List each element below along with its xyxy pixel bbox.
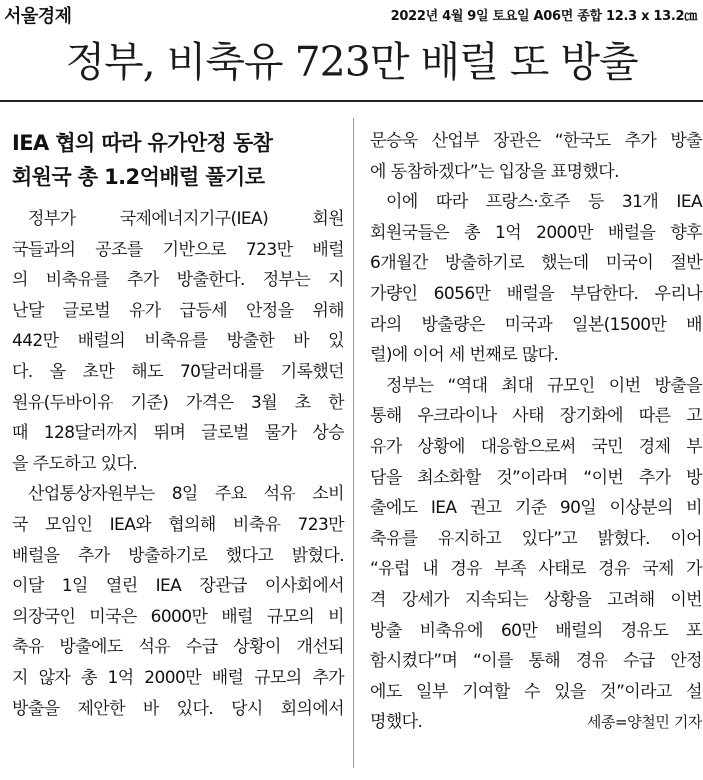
closing-row: [370, 707, 702, 738]
subheadline-line: 회원국 총 1.2억배럴 풀기로: [12, 165, 265, 189]
article-text-line: 방출 비축유에 60만 배럴의 경유도 포: [370, 620, 702, 641]
article-text-line: 원유(두바이유 기준) 가격은 3월 초 한: [12, 392, 344, 413]
byline: 세종=양철민 기자: [586, 713, 702, 732]
article-text-line: 정부가 국제에너지기구(IEA) 회원: [28, 209, 344, 229]
article-text-line: 에도 일부 기여할 수 있을 것”이라고 설: [370, 681, 702, 702]
article-text-line: 담을 최소화할 것”이라며 “이번 추가 방: [370, 467, 702, 488]
article-text-line: 지 않자 총 1억 2000만 배럴 규모의 추가: [12, 667, 344, 688]
article-text-line: 산업통상자원부는 8일 주요 석유 소비: [28, 484, 344, 505]
article-text-line: 가량인 6056만 배럴을 부담한다. 우리나: [370, 283, 702, 304]
article-text-line: 출에도 IEA 권고 기준 90일 이상분의 비: [370, 498, 702, 519]
article-text-line: 문승욱 산업부 장관은 “한국도 추가 방출: [370, 131, 702, 151]
article-text-line: 국 모임인 IEA와 협의해 비축유 723만: [12, 514, 344, 535]
article-text-line: 축유를 유지하고 있다”고 밝혔다. 이어: [370, 528, 702, 549]
article-text-line: 을 주도하고 있다.: [12, 453, 138, 474]
article-text-line: 난달 글로벌 유가 급등세 안정을 위해: [12, 300, 344, 321]
article-text-line: 때 128달러까지 뛰며 글로벌 물가 상승: [12, 423, 344, 444]
column-divider: [353, 118, 354, 768]
subheadline: [12, 126, 344, 194]
article-text-line: 방출을 제안한 바 있다. 당시 회의에서: [12, 698, 344, 719]
article-text-line: 국들과의 공조를 기반으로 723만 배럴: [12, 239, 344, 260]
article-text-line: 6개월간 방출하기로 했는데 미국이 절반: [370, 253, 702, 274]
article-text-line: 라의 방출량은 미국과 일본(1500만 배: [370, 314, 702, 335]
article-text-line: 이달 1일 열린 IEA 장관급 이사회에서: [12, 576, 344, 597]
left-column: [12, 126, 344, 724]
article-text-line: 회원국들은 총 1억 2000만 배럴을 향후: [370, 222, 702, 243]
article-text-line: 다. 올 초만 해도 70달러대를 기록했던: [12, 361, 344, 382]
article-text-line: 이에 따라 프랑스·호주 등 31개 IEA: [386, 192, 702, 213]
article-text-line: 442만 배럴의 비축유를 방출한 바 있: [12, 331, 344, 352]
newspaper-name: 서울경제: [4, 6, 72, 27]
page-header: [0, 0, 703, 28]
left-column-body: [12, 204, 344, 724]
edition-info: 2022년 4월 9일 토요일 A06면 종합 12.3 x 13.2㎝: [390, 9, 697, 24]
article-text-line: 에 동참하겠다”는 입장을 표명했다.: [370, 161, 619, 182]
article-text-line: 의 비축유를 추가 방출한다. 정부는 지: [12, 270, 344, 291]
article-text-line: 통해 우크라이나 사태 장기화에 따른 고: [370, 406, 702, 427]
headline-rule: [0, 100, 703, 102]
article-headline: 정부, 비축유 723만 배럴 또 방출: [65, 38, 638, 86]
article-text-line: 축유 방출에도 석유 수급 상황이 개선되: [12, 637, 344, 658]
article-text-line: 배럴을 추가 방출하기로 했다고 밝혔다.: [12, 545, 344, 566]
article-text-line: 정부는 “역대 최대 규모인 이번 방출을: [386, 375, 702, 396]
subheadline-line: IEA 협의 따라 유가안정 동참: [12, 131, 273, 155]
article-text-line: 의장국인 미국은 6000만 배럴 규모의 비: [12, 606, 344, 627]
article-text-line: 럴)에 이어 세 번째로 많다.: [370, 345, 559, 366]
right-column: [370, 126, 702, 738]
article-text-line: 함시켰다”며 “이를 통해 경유 수급 안정: [370, 651, 702, 672]
article-text-line: 유가 상황에 대응함으로써 국민 경제 부: [370, 436, 702, 457]
article-text-line: “유럽 내 경유 부족 사태로 경유 국제 가: [370, 559, 702, 580]
right-column-body: [370, 126, 702, 707]
article-text-line: 격 강세가 지속되는 상황을 고려해 이번: [370, 589, 702, 610]
closing-line: 명했다.: [370, 712, 423, 733]
